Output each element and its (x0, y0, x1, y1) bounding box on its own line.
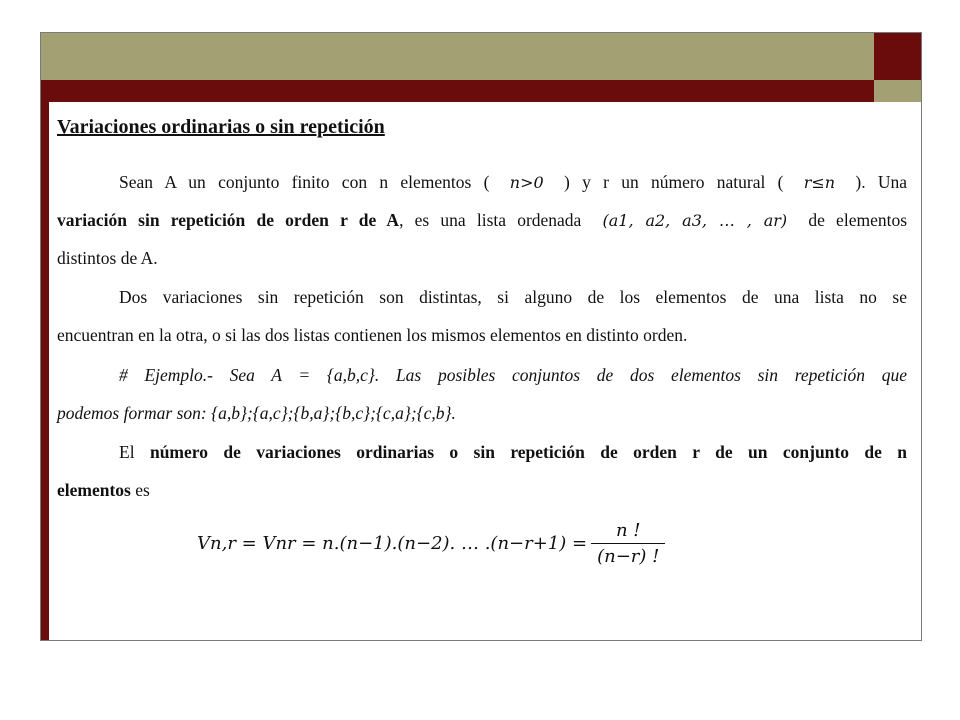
formula-lhs: Vn,r = Vnr = n.(n−1).(n−2). … .(n−r+1) = (197, 533, 588, 554)
paragraph-line-1 (57, 172, 907, 193)
p6-text-a: El (119, 442, 135, 462)
header-corner-olive (874, 80, 922, 102)
paragraph-line-3: distintos de A. (57, 248, 158, 268)
math-n-greater-zero: n>0 (509, 173, 544, 192)
left-accent-strip (41, 80, 49, 641)
math-ordered-list: (a1, a2, a3, … , ar) (602, 211, 788, 230)
p7-bold: elementos (57, 480, 131, 500)
formula-numerator: n ! (615, 520, 641, 541)
header-band-maroon (41, 80, 874, 102)
definition-bold: variación sin repetición de orden r de A (57, 210, 400, 230)
p2-text-a: , es una lista ordenada (399, 210, 582, 230)
paragraph-line-7 (57, 480, 150, 501)
p1-text-a: Sean A un conjunto finito con n elementos ( (119, 172, 490, 192)
formula-fraction (591, 520, 665, 567)
slide-frame (40, 32, 922, 641)
p6-bold: número de variaciones ordinarias o sin repetición de orden r de un conjunto de n (149, 442, 908, 462)
p7-text-a: es (135, 480, 150, 500)
paragraph-line-4: Dos variaciones sin repetición son distintas, si alguno de los elementos de una lista no se (119, 287, 907, 307)
example-line-1 (57, 365, 907, 386)
math-r-leq-n: r≤n (803, 173, 836, 192)
p1-text-b: ) y r un número natural ( (563, 172, 784, 192)
slide-title: Variaciones ordinarias o sin repetición (57, 116, 385, 138)
example-line-2 (57, 403, 456, 424)
formula-denominator: (n−r) ! (591, 543, 665, 567)
p2-text-b: de elementos (808, 210, 908, 230)
header-corner-maroon (874, 33, 922, 80)
example-text-2: podemos formar son: {a,b};{a,c};{b,a};{b,c};{c,a};{c,b}. (57, 403, 456, 423)
paragraph-line-2 (57, 210, 907, 231)
paragraph-line-5: encuentran en la otra, o si las dos listas contienen los mismos elementos en distinto orden. (57, 325, 688, 345)
slide-content (49, 102, 921, 641)
example-text-1: # Ejemplo.- Sea A = {a,b,c}. Las posibles conjuntos de dos elementos sin repetición que (119, 365, 907, 385)
header-band-olive (41, 33, 874, 80)
variations-formula (197, 520, 665, 567)
p1-text-c: ). Una (855, 172, 908, 192)
paragraph-line-6 (57, 442, 907, 463)
